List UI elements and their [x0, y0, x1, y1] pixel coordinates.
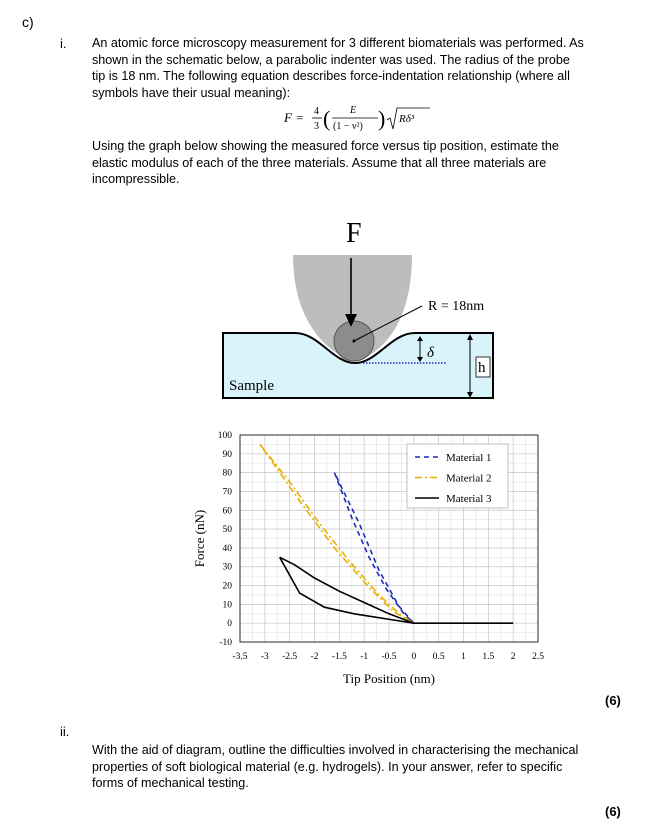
intro-line: shown in the schematic below, a parabolic indenter was used. The radius of the probe [92, 52, 570, 67]
question-part-label: c) [22, 14, 34, 30]
x-axis-label: Tip Position (nm) [343, 671, 435, 686]
equation-lhs: F = [284, 110, 304, 125]
ii-line: forms of mechanical testing. [92, 776, 249, 790]
marks-ii: (6) [605, 804, 621, 819]
y-tick-label: 60 [222, 506, 232, 517]
svg-text:): ) [378, 106, 386, 131]
radius-label: R = 18nm [428, 299, 485, 314]
ii-line: properties of soft biological material (e.g. hydrogels). In your answer, refer to specific [92, 759, 563, 774]
equation-num1: 4 [314, 106, 319, 117]
series-material-3-loop [280, 557, 414, 623]
marks-i: (6) [605, 693, 621, 708]
x-tick-label: 1.5 [482, 652, 495, 662]
x-tick-label: 2 [510, 652, 516, 662]
y-tick-label: 50 [222, 525, 232, 536]
y-tick-label: 20 [222, 581, 232, 592]
question-i-task [92, 138, 624, 188]
x-tick-label: 2.5 [532, 652, 544, 662]
x-tick-label: 0.5 [432, 652, 445, 662]
task-line: incompressible. [92, 172, 180, 186]
x-tick-label: -3.5 [232, 652, 248, 662]
intro-line: symbols have their usual meaning): [92, 85, 291, 100]
force-equation [280, 100, 450, 138]
x-tick-label: -0.5 [381, 652, 397, 662]
x-tick-label: 0 [411, 652, 417, 662]
y-tick-label: -10 [219, 638, 232, 648]
legend-label: Material 3 [446, 493, 492, 505]
force-label: F [346, 218, 362, 249]
task-line: Using the graph below showing the measured force versus tip position, estimate the [92, 139, 559, 153]
x-tick-label: -2.5 [282, 652, 298, 662]
equation-den2: (1 − ν²) [333, 121, 363, 132]
x-tick-label: 1 [461, 652, 466, 662]
y-tick-label: 90 [222, 449, 232, 460]
delta-label: δ [427, 345, 434, 361]
task-line: elastic modulus of each of the three materials. Assume that all three materials are [92, 155, 547, 170]
height-label: h [478, 360, 486, 376]
afm-schematic [215, 210, 505, 405]
y-tick-label: 10 [222, 600, 232, 611]
y-tick-label: 100 [217, 431, 232, 441]
legend-label: Material 2 [446, 472, 492, 485]
x-tick-label: -1 [360, 652, 369, 662]
y-tick-label: 30 [222, 562, 232, 573]
ii-line: With the aid of diagram, outline the difficulties involved in characterising the mechanical [92, 743, 579, 757]
legend-label: Material 1 [446, 452, 492, 464]
y-tick-label: 70 [222, 487, 232, 498]
question-i-intro [92, 35, 624, 101]
equation-den1: 3 [314, 121, 319, 132]
intro-line: An atomic force microscopy measurement for 3 different biomaterials was performed. As [92, 36, 584, 50]
svg-text:(: ( [323, 106, 331, 131]
y-tick-label: 0 [227, 619, 232, 630]
x-tick-label: -1.5 [331, 652, 347, 662]
sub-question-i-numeral: i. [60, 36, 67, 51]
y-tick-label: 80 [222, 468, 232, 479]
equation-num2: E [350, 105, 357, 116]
sub-question-ii-numeral: ii. [60, 724, 70, 739]
equation-root: Rδ³ [399, 113, 415, 125]
x-tick-label: -2 [310, 652, 319, 662]
y-axis-label: Force (nN) [192, 509, 207, 568]
y-tick-label: 40 [222, 543, 232, 554]
question-ii-text [92, 742, 624, 792]
chart-legend [407, 444, 508, 508]
intro-line: tip is 18 nm. The following equation describes force-indentation relationship (where all [92, 69, 570, 83]
force-position-chart [190, 425, 544, 690]
x-tick-label: -3 [260, 652, 269, 662]
sample-label: Sample [229, 378, 274, 394]
